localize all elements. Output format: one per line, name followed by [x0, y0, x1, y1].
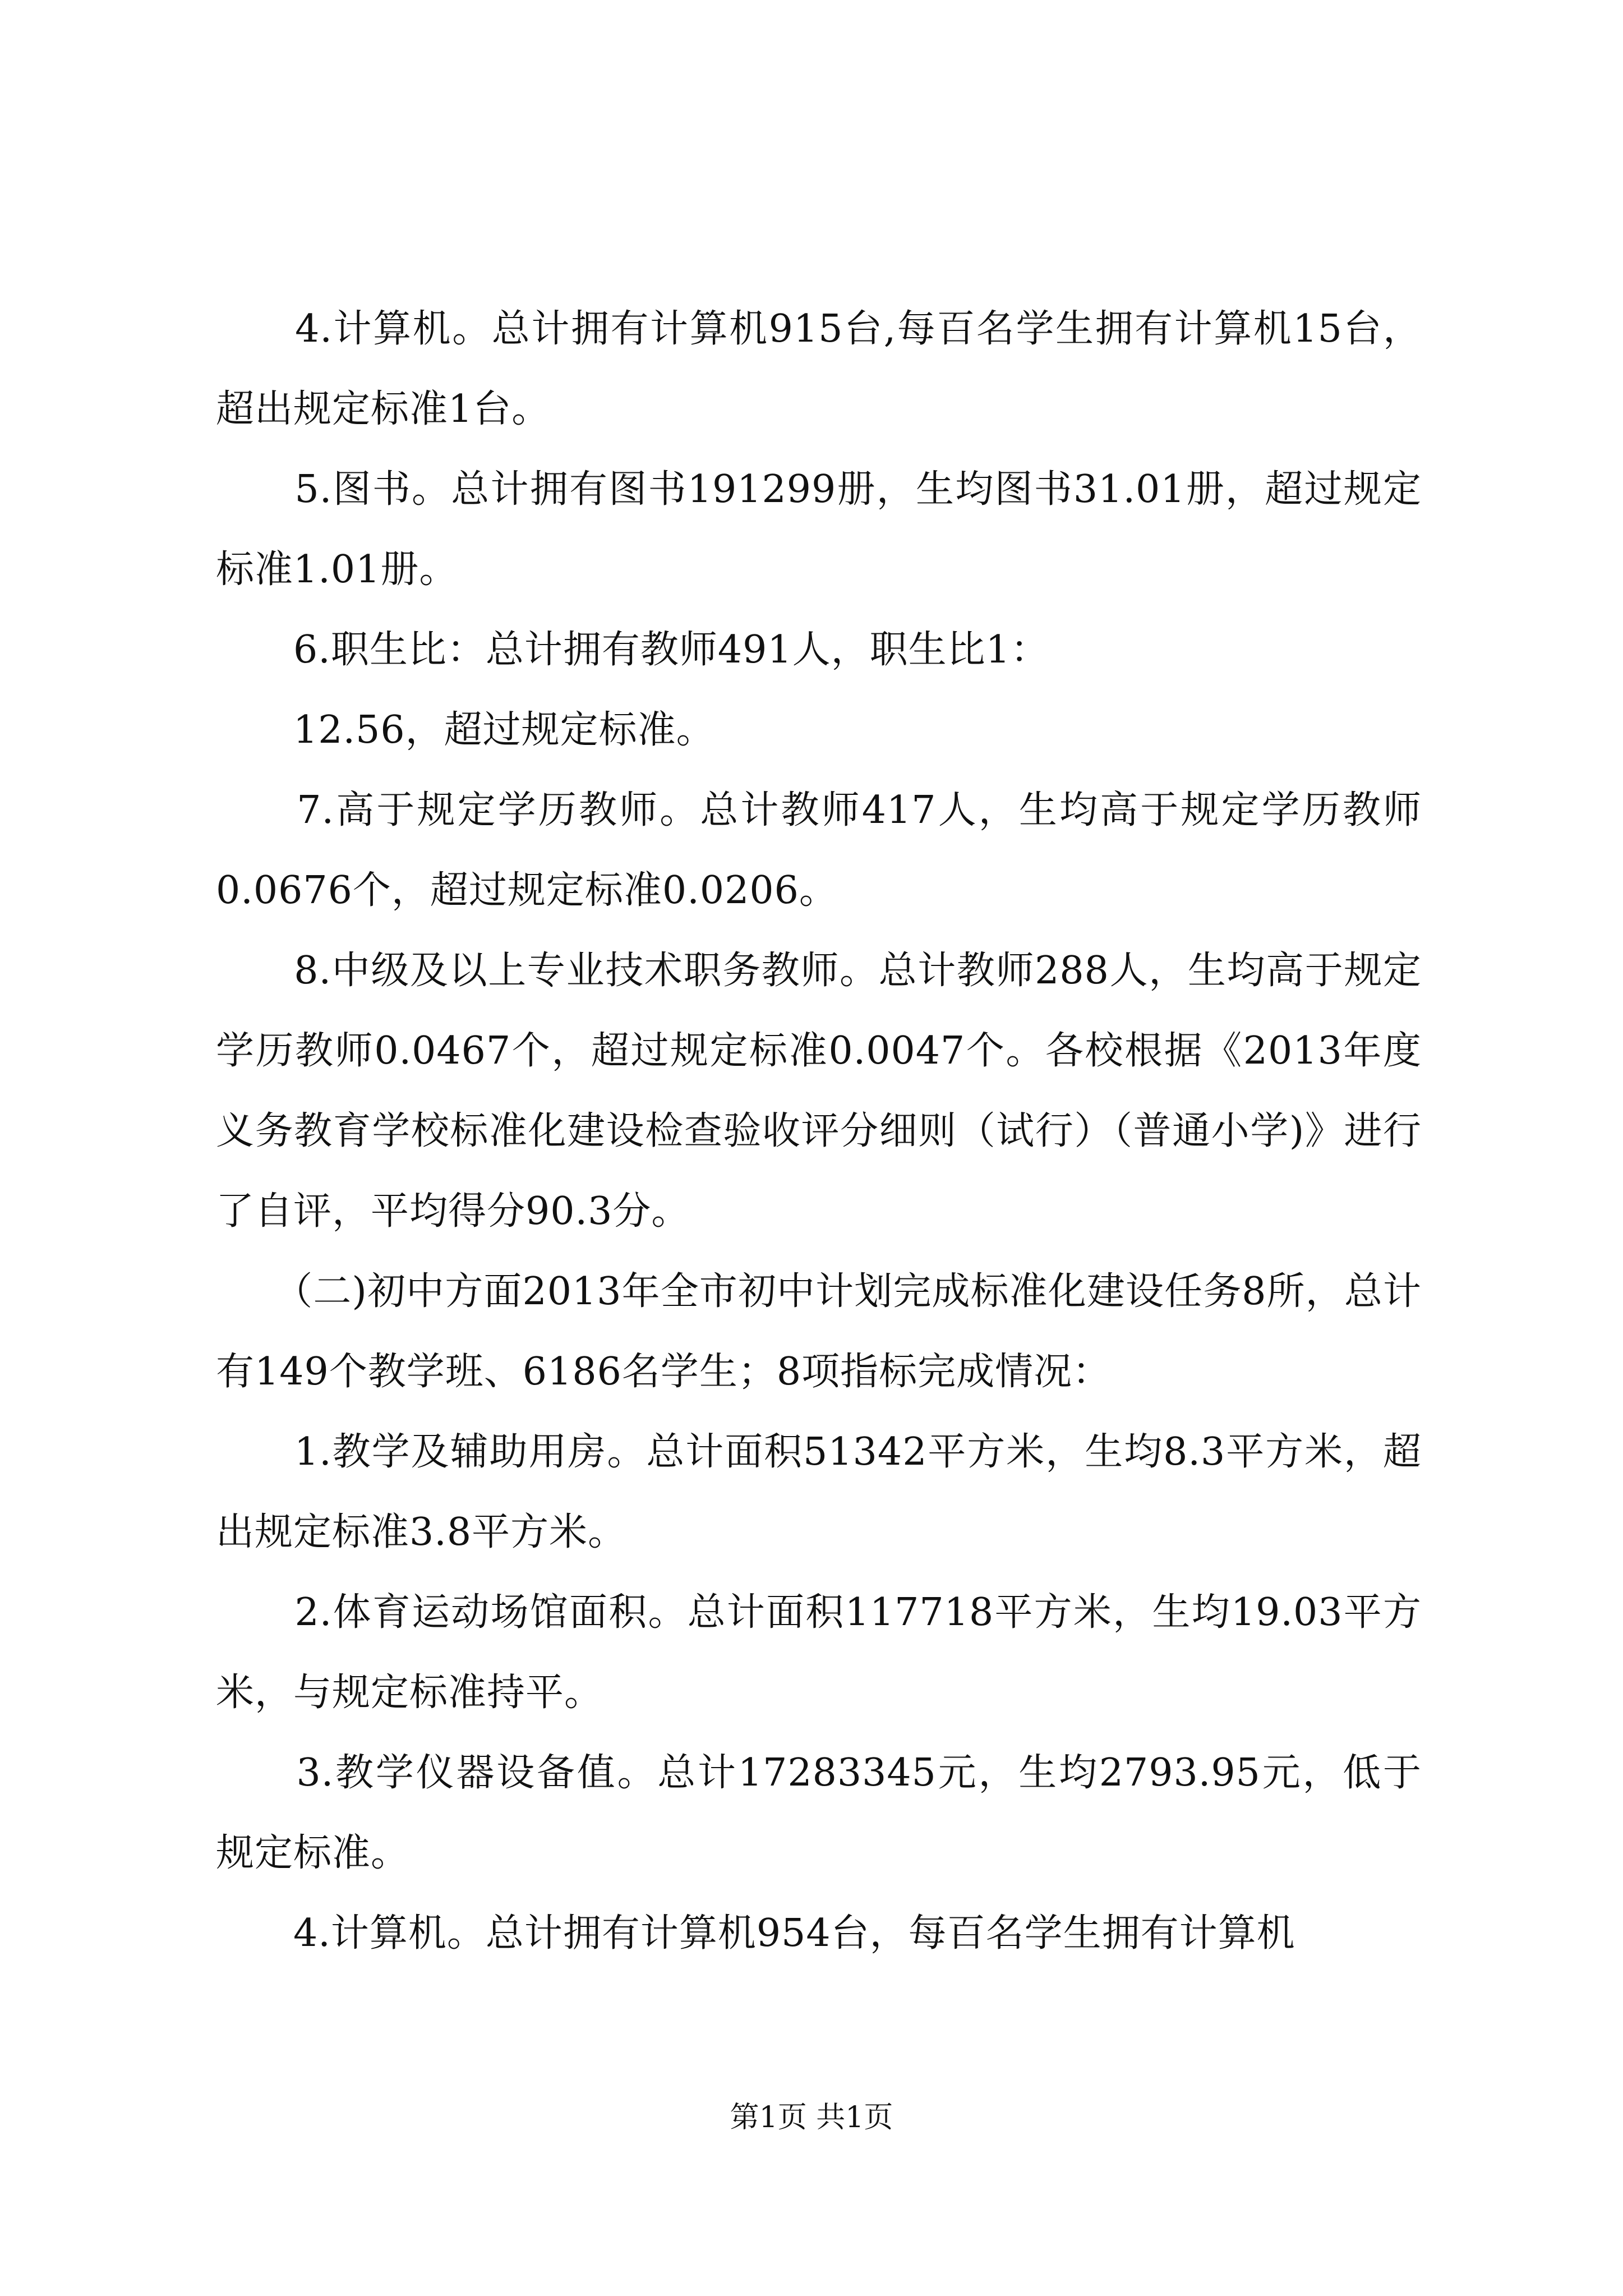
paragraph-qualified-teachers: 7.高于规定学历教师。总计教师417人，生均高于规定学历教师0.0676个，超过规定标准0.0206。	[216, 788, 1422, 913]
paragraph-junior-high-overview: （二)初中方面2013年全市初中计划完成标准化建设任务8所，总计有149个教学班、6186名学生；8项指标完成情况：	[216, 1269, 1422, 1394]
page-footer: 第1页 共1页	[730, 2101, 893, 2134]
document-body	[216, 289, 1422, 1973]
paragraph-senior-teachers: 8.中级及以上专业技术职务教师。总计教师288人，生均高于规定学历教师0.0467个，超过规定标准0.0047个。各校根据《2013年度义务教育学校标准化建设检查验收评分细则（试行）（普通小学)》进行了自评，平均得分90.3分。	[216, 949, 1422, 1234]
paragraph-teaching-rooms: 1.教学及辅助用房。总计面积51342平方米，生均8.3平方米，超出规定标准3.8平方米。	[216, 1430, 1422, 1554]
paragraph-sports-venues: 2.体育运动场馆面积。总计面积117718平方米，生均19.03平方米，与规定标准持平。	[216, 1590, 1422, 1715]
paragraph-staff-ratio-value: 12.56，超过规定标准。	[216, 708, 715, 752]
paragraph-staff-ratio: 6.职生比：总计拥有教师491人，职生比1：	[216, 628, 1049, 672]
paragraph-computers-primary: 4.计算机。总计拥有计算机915台,每百名学生拥有计算机15台，超出规定标准1台。	[216, 307, 1422, 431]
paragraph-equipment-value: 3.教学仪器设备值。总计17283345元，生均2793.95元，低于规定标准。	[216, 1751, 1422, 1875]
paragraph-books: 5.图书。总计拥有图书191299册，生均图书31.01册，超过规定标准1.01册。	[216, 467, 1422, 592]
paragraph-computers-junior: 4.计算机。总计拥有计算机954台，每百名学生拥有计算机	[216, 1911, 1295, 1955]
